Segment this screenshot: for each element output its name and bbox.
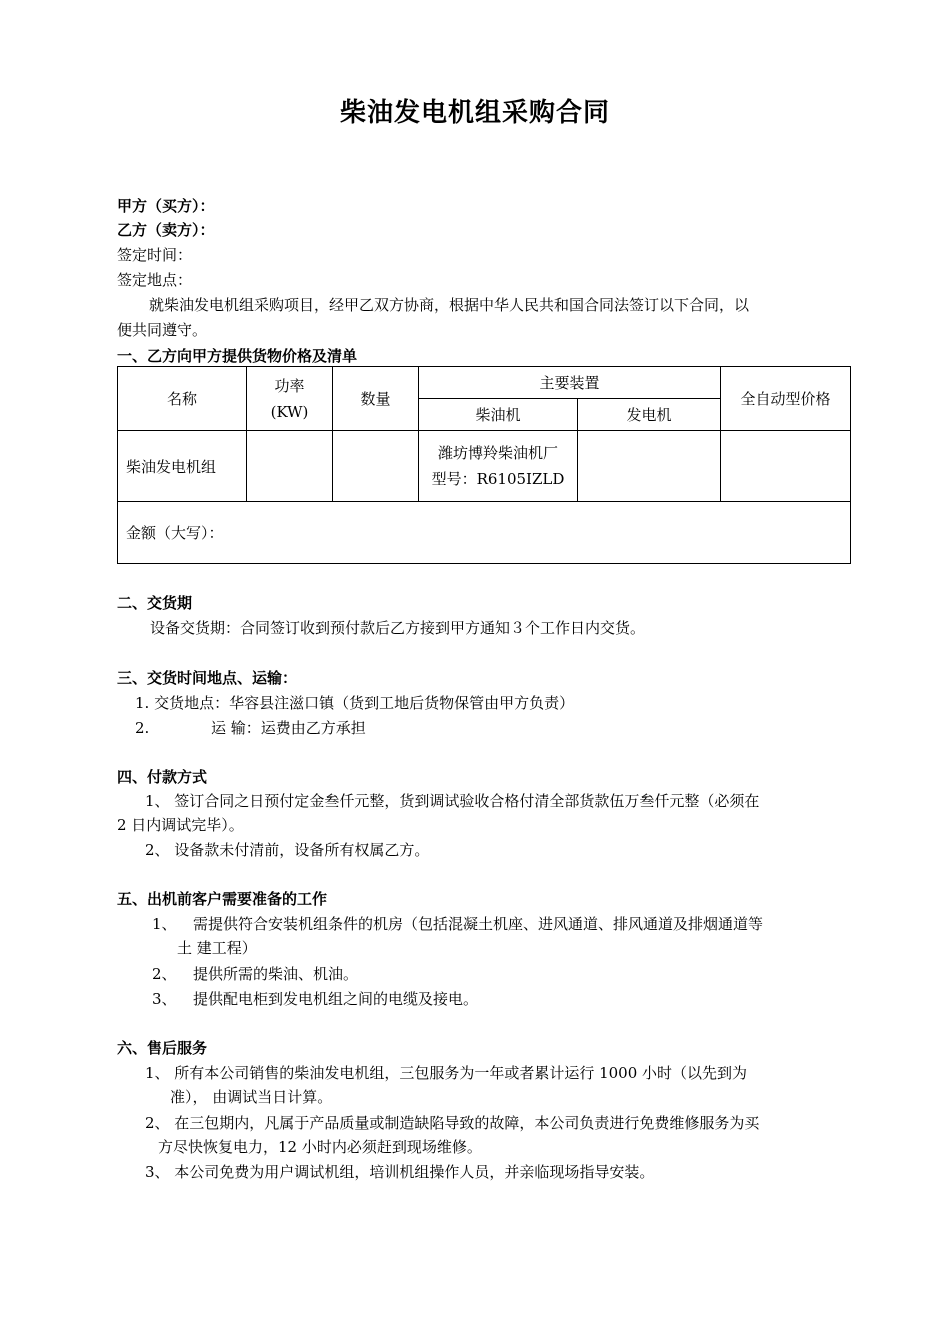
goods-table (117, 366, 851, 564)
section2-heading: 二、交货期 (117, 594, 193, 612)
section5-item2: 提供所需的柴油、机油。 (193, 965, 359, 983)
section4-heading: 四、付款方式 (117, 768, 208, 786)
section5-item2-number: 2、 (152, 965, 177, 983)
section5-item1-cont: 土 建工程） (177, 939, 257, 957)
section5-item1-number: 1、 (152, 915, 177, 933)
section6-item2-cont: 方尽快恢复电力，12 小时内必须赶到现场维修。 (158, 1138, 482, 1156)
sign-time-label: 签定时间： (117, 246, 193, 264)
section4-item1: 1、 签订合同之日预付定金叁仟元整，货到调试验收合格付清全部货款伍万叁仟元整（必须在 (145, 792, 760, 810)
header-quantity: 数量 (333, 367, 419, 431)
section1-heading: 一、乙方向甲方提供货物价格及清单 (117, 347, 358, 365)
section6-heading: 六、售后服务 (117, 1039, 208, 1057)
header-name: 名称 (118, 367, 247, 431)
section2-paragraph: 设备交货期：合同签订收到预付款后乙方接到甲方通知３个工作日内交货。 (150, 619, 646, 637)
amount-in-words: 金额（大写）： (118, 502, 851, 564)
header-main-equipment: 主要装置 (419, 367, 721, 399)
section4-item1-cont: 2 日内调试完毕）。 (117, 816, 244, 834)
intro-paragraph-line2: 便共同遵守。 (117, 321, 208, 339)
header-power (247, 367, 333, 431)
section6-item2: 2、 在三包期内，凡属于产品质量或制造缺陷导致的故障，本公司负责进行免费维修服务为买 (145, 1114, 760, 1132)
row-diesel-model: 型号：R6105IZLD (431, 470, 565, 488)
section5-item3-number: 3、 (152, 990, 177, 1008)
header-power-label: 功率 (274, 376, 305, 395)
section6-item1: 1、 所有本公司销售的柴油发电机组，三包服务为一年或者累计运行 1000 小时（以先到为 (145, 1064, 748, 1082)
party-b-label: 乙方（卖方）： (117, 221, 215, 239)
table-row (118, 431, 851, 502)
section5-heading: 五、出机前客户需要准备的工作 (117, 890, 328, 908)
sign-place-label: 签定地点： (117, 271, 193, 289)
section5-item1: 需提供符合安装机组条件的机房（包括混凝土机座、进风通道、排风通道及排烟通道等 (193, 915, 764, 933)
row-diesel-maker: 潍坊博羚柴油机厂 (437, 444, 558, 462)
row-power (247, 431, 333, 502)
section6-item1-cont: 准）， 由调试当日计算。 (170, 1088, 333, 1106)
section3-heading: 三、交货时间地点、运输： (117, 669, 298, 687)
row-price (721, 431, 851, 502)
header-power-unit: (KW) (270, 402, 309, 421)
party-a-label: 甲方（买方）： (117, 197, 215, 215)
header-price: 全自动型价格 (721, 367, 851, 431)
row-name: 柴油发电机组 (118, 431, 247, 502)
section4-item2: 2、 设备款未付清前，设备所有权属乙方。 (145, 841, 430, 859)
document-title: 柴油发电机组采购合同 (339, 98, 610, 128)
row-quantity (333, 431, 419, 502)
section3-item2: 运 输：运费由乙方承担 (211, 719, 366, 737)
section6-item3: 3、 本公司免费为用户调试机组，培训机组操作人员，并亲临现场指导安装。 (145, 1163, 655, 1181)
row-diesel-engine (419, 431, 578, 502)
section5-item3: 提供配电柜到发电机组之间的电缆及接电。 (193, 990, 479, 1008)
header-diesel-engine: 柴油机 (419, 399, 578, 431)
header-generator: 发电机 (578, 399, 721, 431)
intro-paragraph-line1: 就柴油发电机组采购项目，经甲乙双方协商，根据中华人民共和国合同法签订以下合同，以 (149, 296, 750, 314)
row-generator (578, 431, 721, 502)
section3-item2-number: 2. (135, 719, 150, 737)
section3-item1: 1. 交货地点：华容县注滋口镇（货到工地后货物保管由甲方负责） (135, 694, 575, 712)
